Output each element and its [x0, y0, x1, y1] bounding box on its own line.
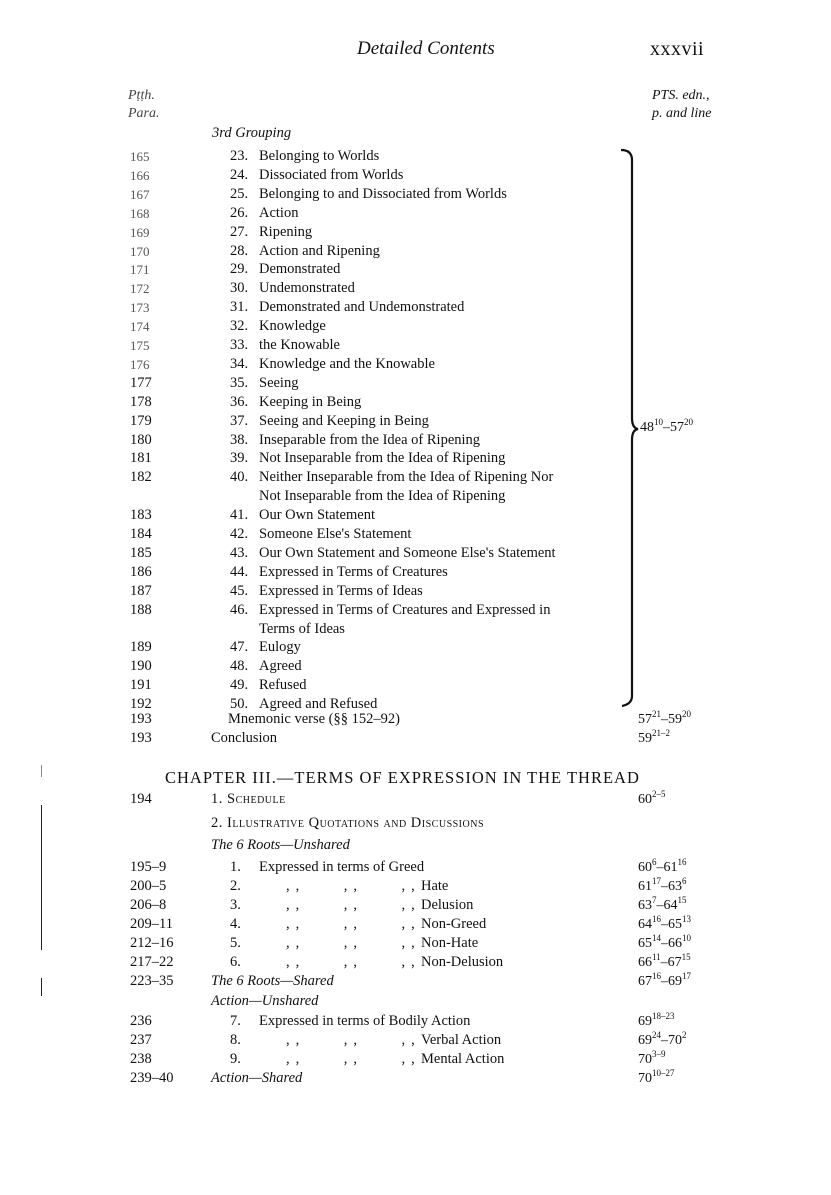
para-number: 181 [130, 450, 152, 467]
brace-bracket-icon [620, 148, 640, 708]
entry-text: Our Own Statement [259, 507, 375, 524]
item-number: 38. [230, 431, 249, 448]
ref-page: 63 [638, 898, 652, 913]
list-item [0, 601, 831, 620]
left-column-header [128, 87, 160, 123]
action-unshared-heading-row [0, 992, 831, 1011]
para-number: 178 [130, 393, 152, 410]
page-reference: 60$^{2-5}$ [638, 789, 666, 807]
ref-line: 10 [654, 417, 663, 427]
list-item [0, 166, 831, 185]
item-number: 48. [230, 658, 249, 675]
para-number: 193 [130, 711, 152, 727]
ref-line: 13 [682, 914, 691, 924]
list-item [0, 279, 831, 298]
list-item [0, 506, 831, 525]
entry-text: Mental Action [421, 1051, 505, 1067]
list-item [0, 858, 831, 877]
entry-text: Expressed in terms of Bodily Action [259, 1013, 471, 1029]
mnemonic-row [0, 710, 831, 729]
entry-text: Non-Greed [421, 916, 487, 932]
list-item [0, 676, 831, 695]
para-number: 187 [130, 582, 152, 599]
item-number: 4. [230, 916, 241, 932]
item-number: 25. [230, 185, 249, 202]
ref-page: 69 [668, 974, 682, 989]
entry-text: The 6 Roots—Shared [211, 973, 334, 989]
entry-text: Hate [421, 878, 449, 894]
ditto-marks: ,, ,, ,, [286, 916, 421, 932]
ditto-marks: ,, ,, ,, [286, 897, 421, 913]
entry-text: Non-Delusion [421, 954, 504, 970]
para-number: 185 [130, 544, 152, 561]
item-number: 2. [230, 878, 241, 894]
ref-line: 17 [682, 971, 691, 981]
list-item-continuation [0, 620, 831, 639]
entry-text: Conclusion [211, 730, 278, 746]
entry-text: Someone Else's Statement [259, 526, 412, 542]
entry-text: Undemonstrated [259, 280, 355, 297]
list-item [0, 563, 831, 582]
illustrative-row [0, 814, 831, 833]
para-number: 236 [130, 1013, 152, 1029]
ref-page: 60 [638, 860, 652, 875]
page-reference: $57^{21}-59^{20}$ [638, 709, 691, 727]
item-number: 3. [230, 897, 241, 913]
entry-text: Not Inseparable from the Idea of Ripening [259, 450, 506, 467]
entry-text: Agreed [259, 658, 302, 675]
item-number: 36. [230, 393, 249, 410]
item-number: 40. [230, 469, 249, 486]
page-reference: $63^7-64^{15}$ [638, 895, 687, 913]
ref-line: 16 [677, 857, 687, 867]
para-number: 179 [130, 412, 152, 429]
para-number: 212–16 [130, 935, 174, 951]
ref-line2: 20 [684, 417, 693, 427]
roots-unshared-heading-row [0, 836, 831, 855]
entry-text: Expressed in Terms of Creatures [259, 563, 448, 580]
list-item [0, 915, 831, 934]
item-number: 6. [230, 954, 241, 970]
para-number: 206–8 [130, 897, 167, 913]
list-item [0, 393, 831, 412]
item-number: 9. [230, 1051, 241, 1067]
ref-page: 70 [638, 1052, 652, 1067]
ref-page: 48 [640, 420, 654, 435]
para-number: 169 [130, 224, 150, 240]
ditto-marks: ,, ,, ,, [286, 1051, 421, 1067]
entry-text: Keeping in Being [259, 393, 362, 410]
entry-text: Action [259, 204, 299, 221]
item-number: 50. [230, 696, 249, 713]
ref-line: 6 [682, 876, 687, 886]
list-item [0, 1012, 831, 1031]
ref-page: 65 [668, 917, 682, 932]
list-item [0, 638, 831, 657]
list-item [0, 1031, 831, 1050]
item-number: 23. [230, 148, 249, 164]
grouping-heading: 3rd Grouping [212, 125, 292, 141]
para-number: 182 [130, 469, 152, 486]
para-number: 237 [130, 1032, 152, 1048]
para-number: 165 [130, 149, 150, 164]
ref-line: 18–23 [652, 1011, 675, 1021]
entry-text: Eulogy [259, 639, 301, 656]
list-item [0, 525, 831, 544]
entry-text: Our Own Statement and Someone Else's Statement [259, 544, 556, 561]
para-number: 190 [130, 658, 152, 675]
ref-line: 10 [682, 933, 691, 943]
page-reference: $64^{16}-65^{13}$ [638, 914, 691, 932]
entry-text: Seeing and Keeping in Being [259, 412, 429, 429]
item-number: 5. [230, 935, 241, 951]
para-number: 223–35 [130, 973, 174, 989]
item-number: 30. [230, 280, 249, 297]
item-number: 47. [230, 639, 249, 656]
page-folio: xxxvii [650, 38, 705, 60]
item-number: 37. [230, 412, 249, 429]
right-column-header-line1: PTS. edn., [652, 88, 710, 103]
ref-page: 67 [667, 955, 682, 970]
conclusion-row [0, 729, 831, 748]
list-item [0, 412, 831, 431]
action-shared-row [0, 1069, 831, 1088]
running-title: Detailed Contents [357, 38, 495, 59]
para-number: 173 [130, 300, 150, 316]
list-item [0, 934, 831, 953]
item-number: 33. [230, 337, 249, 353]
subsection-heading: The 6 Roots—Unshared [211, 837, 350, 853]
entry-text: Action and Ripening [259, 242, 380, 259]
left-column-header-line2: Para. [128, 106, 160, 121]
para-number: 191 [130, 677, 152, 694]
ref-line: 15 [677, 895, 687, 905]
entry-text: Seeing [259, 374, 299, 391]
para-number: 189 [130, 639, 152, 656]
page-reference [638, 1069, 675, 1088]
list-item [0, 877, 831, 896]
entry-text: Expressed in Terms of Ideas [259, 582, 423, 599]
entry-text: Knowledge and the Knowable [259, 355, 435, 372]
list-item [0, 204, 831, 223]
page-reference: $67^{16}-69^{17}$ [638, 971, 691, 989]
para-number: 192 [130, 696, 152, 713]
ref-line: 6 [652, 857, 657, 867]
para-number: 172 [130, 281, 150, 297]
list-item [0, 185, 831, 204]
item-number: 32. [230, 318, 249, 335]
entry-text: Expressed in Terms of Creatures and Expressed in [259, 601, 551, 618]
ref-line: 17 [652, 876, 661, 886]
entry-text: Demonstrated [259, 261, 341, 278]
subsection-heading: Action—Unshared [211, 993, 319, 1009]
item-number: 7. [230, 1013, 241, 1029]
para-number: 180 [130, 431, 152, 448]
entry-text: Delusion [421, 897, 474, 913]
para-number: 195–9 [130, 859, 167, 875]
ref-page: 61 [663, 860, 678, 875]
list-item [0, 317, 831, 336]
entry-text: Knowledge [259, 318, 326, 335]
ref-page: 70 [638, 1071, 652, 1086]
page-reference: $65^{14}-66^{10}$ [638, 933, 691, 951]
para-number: 175 [130, 338, 150, 353]
list-item [0, 431, 831, 450]
list-item [0, 1050, 831, 1069]
chapter-heading: CHAPTER III.—TERMS OF EXPRESSION IN THE THREAD [165, 768, 640, 787]
para-number: 193 [130, 730, 152, 746]
ref-line: 14 [652, 933, 661, 943]
item-number: 31. [230, 299, 249, 316]
ref-line: 2 [682, 1030, 687, 1040]
entry-text: Non-Hate [421, 935, 479, 951]
para-number: 177 [130, 374, 152, 391]
entry-text: Demonstrated and Undemonstrated [259, 299, 465, 316]
item-number: 24. [230, 166, 249, 183]
list-item [0, 336, 831, 355]
ref-page2: 57 [670, 420, 684, 435]
para-number: 170 [130, 243, 150, 259]
list-item [0, 896, 831, 915]
roots-shared-row [0, 972, 831, 991]
entry-text: the Knowable [259, 337, 340, 353]
schedule-row [0, 790, 831, 809]
para-number: 176 [130, 356, 150, 372]
item-number: 27. [230, 223, 249, 240]
list-item [0, 147, 831, 166]
para-number: 166 [130, 167, 150, 183]
entry-text: Belonging to and Dissociated from Worlds [259, 185, 507, 202]
page-reference: $69^{24}-70^2$ [638, 1030, 687, 1048]
para-number: 174 [130, 319, 150, 335]
para-number: 188 [130, 601, 152, 618]
item-number: 1. [230, 859, 241, 875]
list-item-continuation [0, 487, 831, 506]
entry-text: Inseparable from the Idea of Ripening [259, 431, 481, 448]
entry-text: Neither Inseparable from the Idea of Ripening Nor [259, 469, 554, 486]
item-number: 26. [230, 204, 249, 221]
section-heading: 2. Illustrative Quotations and Discussions [211, 815, 485, 831]
item-number: 29. [230, 261, 249, 278]
entry-text: Dissociated from Worlds [259, 166, 404, 183]
para-number: 209–11 [130, 916, 173, 932]
page-reference [638, 1012, 675, 1031]
entry-text: Expressed in terms of Greed [259, 859, 425, 875]
left-column-header-line1: Pṭṭh. [128, 88, 155, 103]
para-number: 184 [130, 526, 152, 542]
entry-text: Verbal Action [421, 1032, 502, 1048]
entry-text: Refused [259, 677, 307, 694]
list-item [0, 260, 831, 279]
para-number: 194 [130, 791, 152, 807]
para-number: 183 [130, 507, 152, 524]
entry-text: Agreed and Refused [259, 696, 378, 713]
ditto-marks: ,, ,, ,, [286, 935, 421, 951]
ditto-marks: ,, ,, ,, [286, 954, 421, 970]
right-column-header [652, 87, 712, 123]
page-reference: $61^{17}-63^6$ [638, 876, 687, 894]
right-column-header-line2: p. and line [652, 106, 712, 121]
para-number: 168 [130, 205, 150, 221]
page-reference: $66^{11}-67^{15}$ [638, 952, 691, 970]
list-item [0, 298, 831, 317]
ref-line: 16 [652, 914, 661, 924]
para-number: 186 [130, 563, 152, 580]
list-item [0, 657, 831, 676]
item-number: 46. [230, 601, 249, 618]
ref-line: 7 [652, 895, 657, 905]
ref-line: 10–27 [652, 1068, 675, 1078]
page-reference [638, 1050, 666, 1069]
ref-page: 65 [638, 936, 652, 951]
ref-page: 70 [668, 1033, 682, 1048]
ref-page: 66 [668, 936, 682, 951]
entry-text: Action—Shared [211, 1070, 303, 1086]
item-number: 28. [230, 242, 249, 259]
list-item [0, 355, 831, 374]
scan-margin-mark [41, 978, 42, 996]
ref-page: 69 [638, 1033, 652, 1048]
ref-page: 64 [663, 898, 678, 913]
list-item [0, 582, 831, 601]
item-number: 35. [230, 374, 249, 391]
item-number: 43. [230, 544, 249, 561]
item-number: 42. [230, 526, 249, 542]
para-number: 238 [130, 1051, 152, 1067]
para-number: 239–40 [130, 1070, 174, 1086]
ref-page: 63 [668, 879, 682, 894]
entry-text: Mnemonic verse (§§ 152–92) [228, 711, 400, 727]
list-item [0, 544, 831, 563]
ref-page: 64 [638, 917, 652, 932]
item-number: 44. [230, 563, 249, 580]
list-item [0, 223, 831, 242]
ref-line: 15 [681, 952, 691, 962]
para-number: 200–5 [130, 878, 167, 894]
entry-text-continuation: Terms of Ideas [259, 620, 345, 637]
ref-page: 69 [638, 1014, 652, 1029]
page-reference: $60^6-61^{16}$ [638, 857, 687, 875]
list-item [0, 468, 831, 487]
ref-page: 66 [638, 955, 652, 970]
ref-line: 24 [652, 1030, 661, 1040]
entry-text: 1. Schedule [211, 791, 286, 807]
item-number: 8. [230, 1032, 241, 1048]
ref-page: 67 [638, 974, 652, 989]
grouping-heading-row [0, 124, 831, 143]
scan-margin-mark [41, 765, 42, 777]
ditto-marks: ,, ,, ,, [286, 878, 421, 894]
ref-page: 61 [638, 879, 652, 894]
list-item [0, 242, 831, 261]
page-reference: 59$^{21-2}$ [638, 728, 670, 746]
ref-line: 11 [652, 952, 661, 962]
list-item [0, 374, 831, 393]
item-number: 49. [230, 677, 249, 694]
bracket-page-reference: $48^{10}-57^{20}$ [640, 417, 693, 435]
item-number: 34. [230, 355, 249, 372]
list-item [0, 449, 831, 468]
para-number: 217–22 [130, 954, 174, 970]
entry-text: Ripening [259, 223, 313, 240]
ditto-marks: ,, ,, ,, [286, 1032, 421, 1048]
list-item [0, 953, 831, 972]
item-number: 39. [230, 450, 249, 467]
ref-line: 16 [652, 971, 661, 981]
para-number: 171 [130, 262, 150, 278]
ref-line: 3–9 [652, 1049, 666, 1059]
entry-text-continuation: Not Inseparable from the Idea of Ripening [259, 488, 506, 505]
item-number: 41. [230, 507, 249, 524]
para-number: 167 [130, 186, 150, 202]
item-number: 45. [230, 582, 249, 599]
entry-text: Belonging to Worlds [259, 148, 380, 164]
scan-margin-mark [41, 805, 42, 950]
